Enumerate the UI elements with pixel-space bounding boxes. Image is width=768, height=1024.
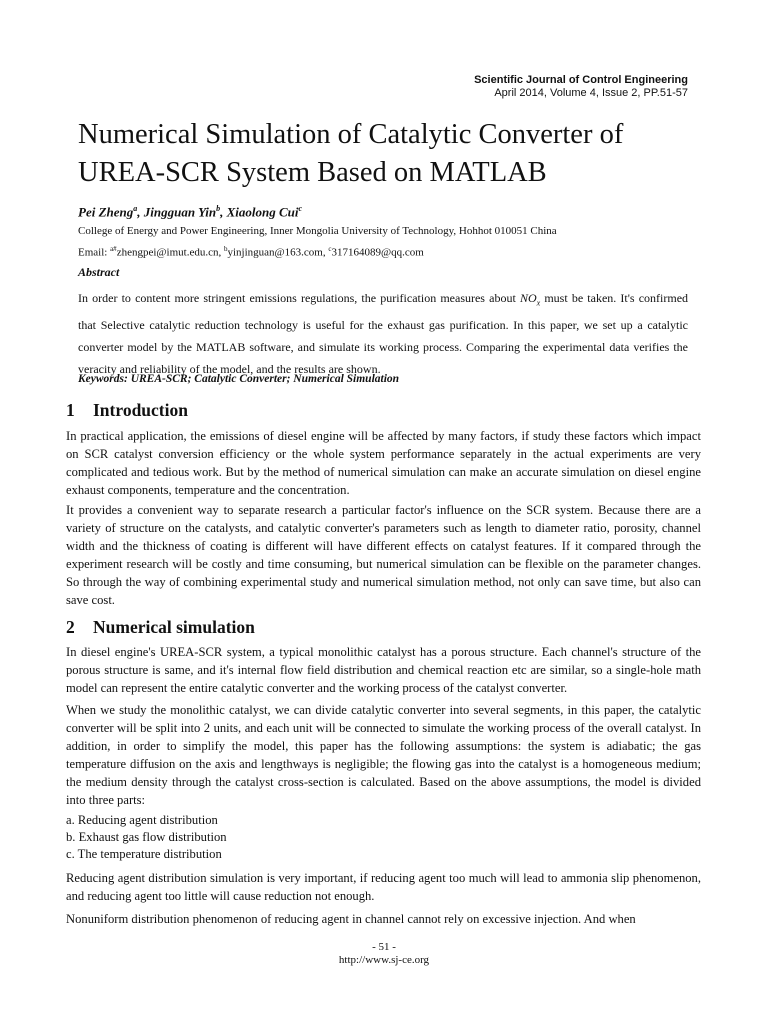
keywords: Keywords: UREA-SCR; Catalytic Converter; Numerical Simulation bbox=[78, 373, 400, 385]
abstract-text bbox=[78, 287, 688, 380]
abstract-heading: Abstract bbox=[78, 265, 120, 279]
numsim-paragraph-1: In diesel engine's UREA-SCR system, a typical monolithic catalyst has a porous structure. Each channel's structure of the porous structure is same, and it's internal flow field distribution and chemical reaction etc are similar, so a single-hole math model can represent the entire catalytic converter and the working process of the catalyst converter. bbox=[66, 645, 701, 695]
author-name: Jingguan Yin bbox=[143, 204, 217, 220]
author-list: Pei Zheng$^a$, Jingguan Yin$^b$, Xiaolong Cui$^c$ bbox=[78, 204, 303, 220]
email-mark: a# bbox=[110, 245, 117, 253]
page-number: - 51 - bbox=[372, 941, 396, 953]
abstract-part: In order to content more stringent emissions regulations, the purification measures about bbox=[78, 291, 516, 305]
author-mark: a bbox=[133, 204, 138, 213]
list-item: c. The temperature distribution bbox=[66, 847, 222, 861]
author-mark: c bbox=[298, 204, 303, 213]
email-link[interactable]: yinjinguan@163.com, bbox=[227, 246, 326, 259]
issue-info: April 2014, Volume 4, Issue 2, PP.51-57 bbox=[494, 87, 688, 99]
numsim-paragraph-4: Nonuniform distribution phenomenon of reducing agent in channel cannot rely on excessive injection. And when bbox=[66, 912, 636, 926]
nox-subscript: x bbox=[536, 298, 541, 308]
journal-url[interactable]: http://www.sj-ce.org bbox=[338, 954, 430, 966]
email-link[interactable]: zhengpei@imut.edu.cn, bbox=[116, 246, 222, 259]
section-number: 1 bbox=[66, 400, 75, 420]
author-name: Xiaolong Cui bbox=[226, 204, 299, 220]
journal-header bbox=[474, 74, 688, 100]
section-title: Introduction bbox=[93, 400, 188, 420]
section-title: Numerical simulation bbox=[93, 617, 255, 637]
nox-symbol: NO bbox=[519, 291, 537, 305]
section-heading-introduction bbox=[66, 400, 188, 421]
list-item: b. Exhaust gas flow distribution bbox=[66, 830, 227, 844]
list-item: a. Reducing agent distribution bbox=[66, 813, 218, 827]
email-label: Email: bbox=[78, 246, 108, 259]
abstract-part: must be taken. It's confirmed that Selective catalytic reduction technology is useful for the exhaust gas purification. In this paper, we set up a catalytic converter model by the MATLAB software, and simulate its working process. Comparing the experimental data verifies the veracity and reliability of the model, and the results are shown. bbox=[78, 291, 689, 377]
affiliation: College of Energy and Power Engineering, Inner Mongolia University of Technology, Hohhot 010051 China bbox=[78, 225, 557, 237]
email-line bbox=[78, 242, 424, 260]
email-mark: c bbox=[328, 245, 332, 253]
section-number: 2 bbox=[66, 617, 75, 637]
email-mark: b bbox=[223, 245, 228, 253]
paper-title: Numerical Simulation of Catalytic Converter of UREA-SCR System Based on MATLAB bbox=[78, 119, 624, 188]
journal-name: Scientific Journal of Control Engineering bbox=[474, 74, 688, 86]
author-mark: b bbox=[216, 204, 221, 213]
email-link[interactable]: 317164089@qq.com bbox=[331, 246, 424, 259]
numsim-paragraph-2: When we study the monolithic catalyst, we can divide catalytic converter into several segments, in this paper, the catalytic converter will be split into 2 units, and each unit will be connected to simulate the working process of the overall catalyst. In addition, in order to simplify the model, this paper has the following assumptions: the system is adiabatic; the gas temperature diffusion on the axis and lengthways is negligible; the flowing gas into the catalyst is a homogeneous medium; the medium density through the catalyst cross-section is calculated. Based on the above assumptions, the model is divided into three parts: bbox=[66, 703, 701, 807]
section-heading-numerical-simulation bbox=[66, 617, 255, 638]
author-name: Pei Zheng bbox=[78, 204, 134, 220]
page-footer bbox=[0, 941, 768, 967]
intro-paragraph-1: In practical application, the emissions of diesel engine will be affected by many factors, if study these factors which impact on SCR catalyst conversion efficiency or the whole system performance separately in the actual experiments are very complicated and tedious work. But by the method of numerical simulation can make an accurate simulation on diesel engine exhaust components, temperature and the concentration. bbox=[66, 429, 701, 497]
numsim-paragraph-3: Reducing agent distribution simulation is very important, if reducing agent too much will lead to ammonia slip phenomenon, and reducing agent too little will cause reduction not enough. bbox=[66, 871, 701, 903]
intro-paragraph-2: It provides a convenient way to separate research a particular factor's influence on the SCR system. Because there are a variety of structure on the catalysts, and catalytic converter's parameters such as length to diameter ratio, porosity, channel width and the thickness of coating is different will have different effects on catalyst features. If it compared through the experiment research will be costly and time consuming, but numerical simulation can be flexible on the parameter changes. So through the way of combining experimental study and numerical simulation method, not only can save time, but also can save cost. bbox=[66, 503, 701, 607]
